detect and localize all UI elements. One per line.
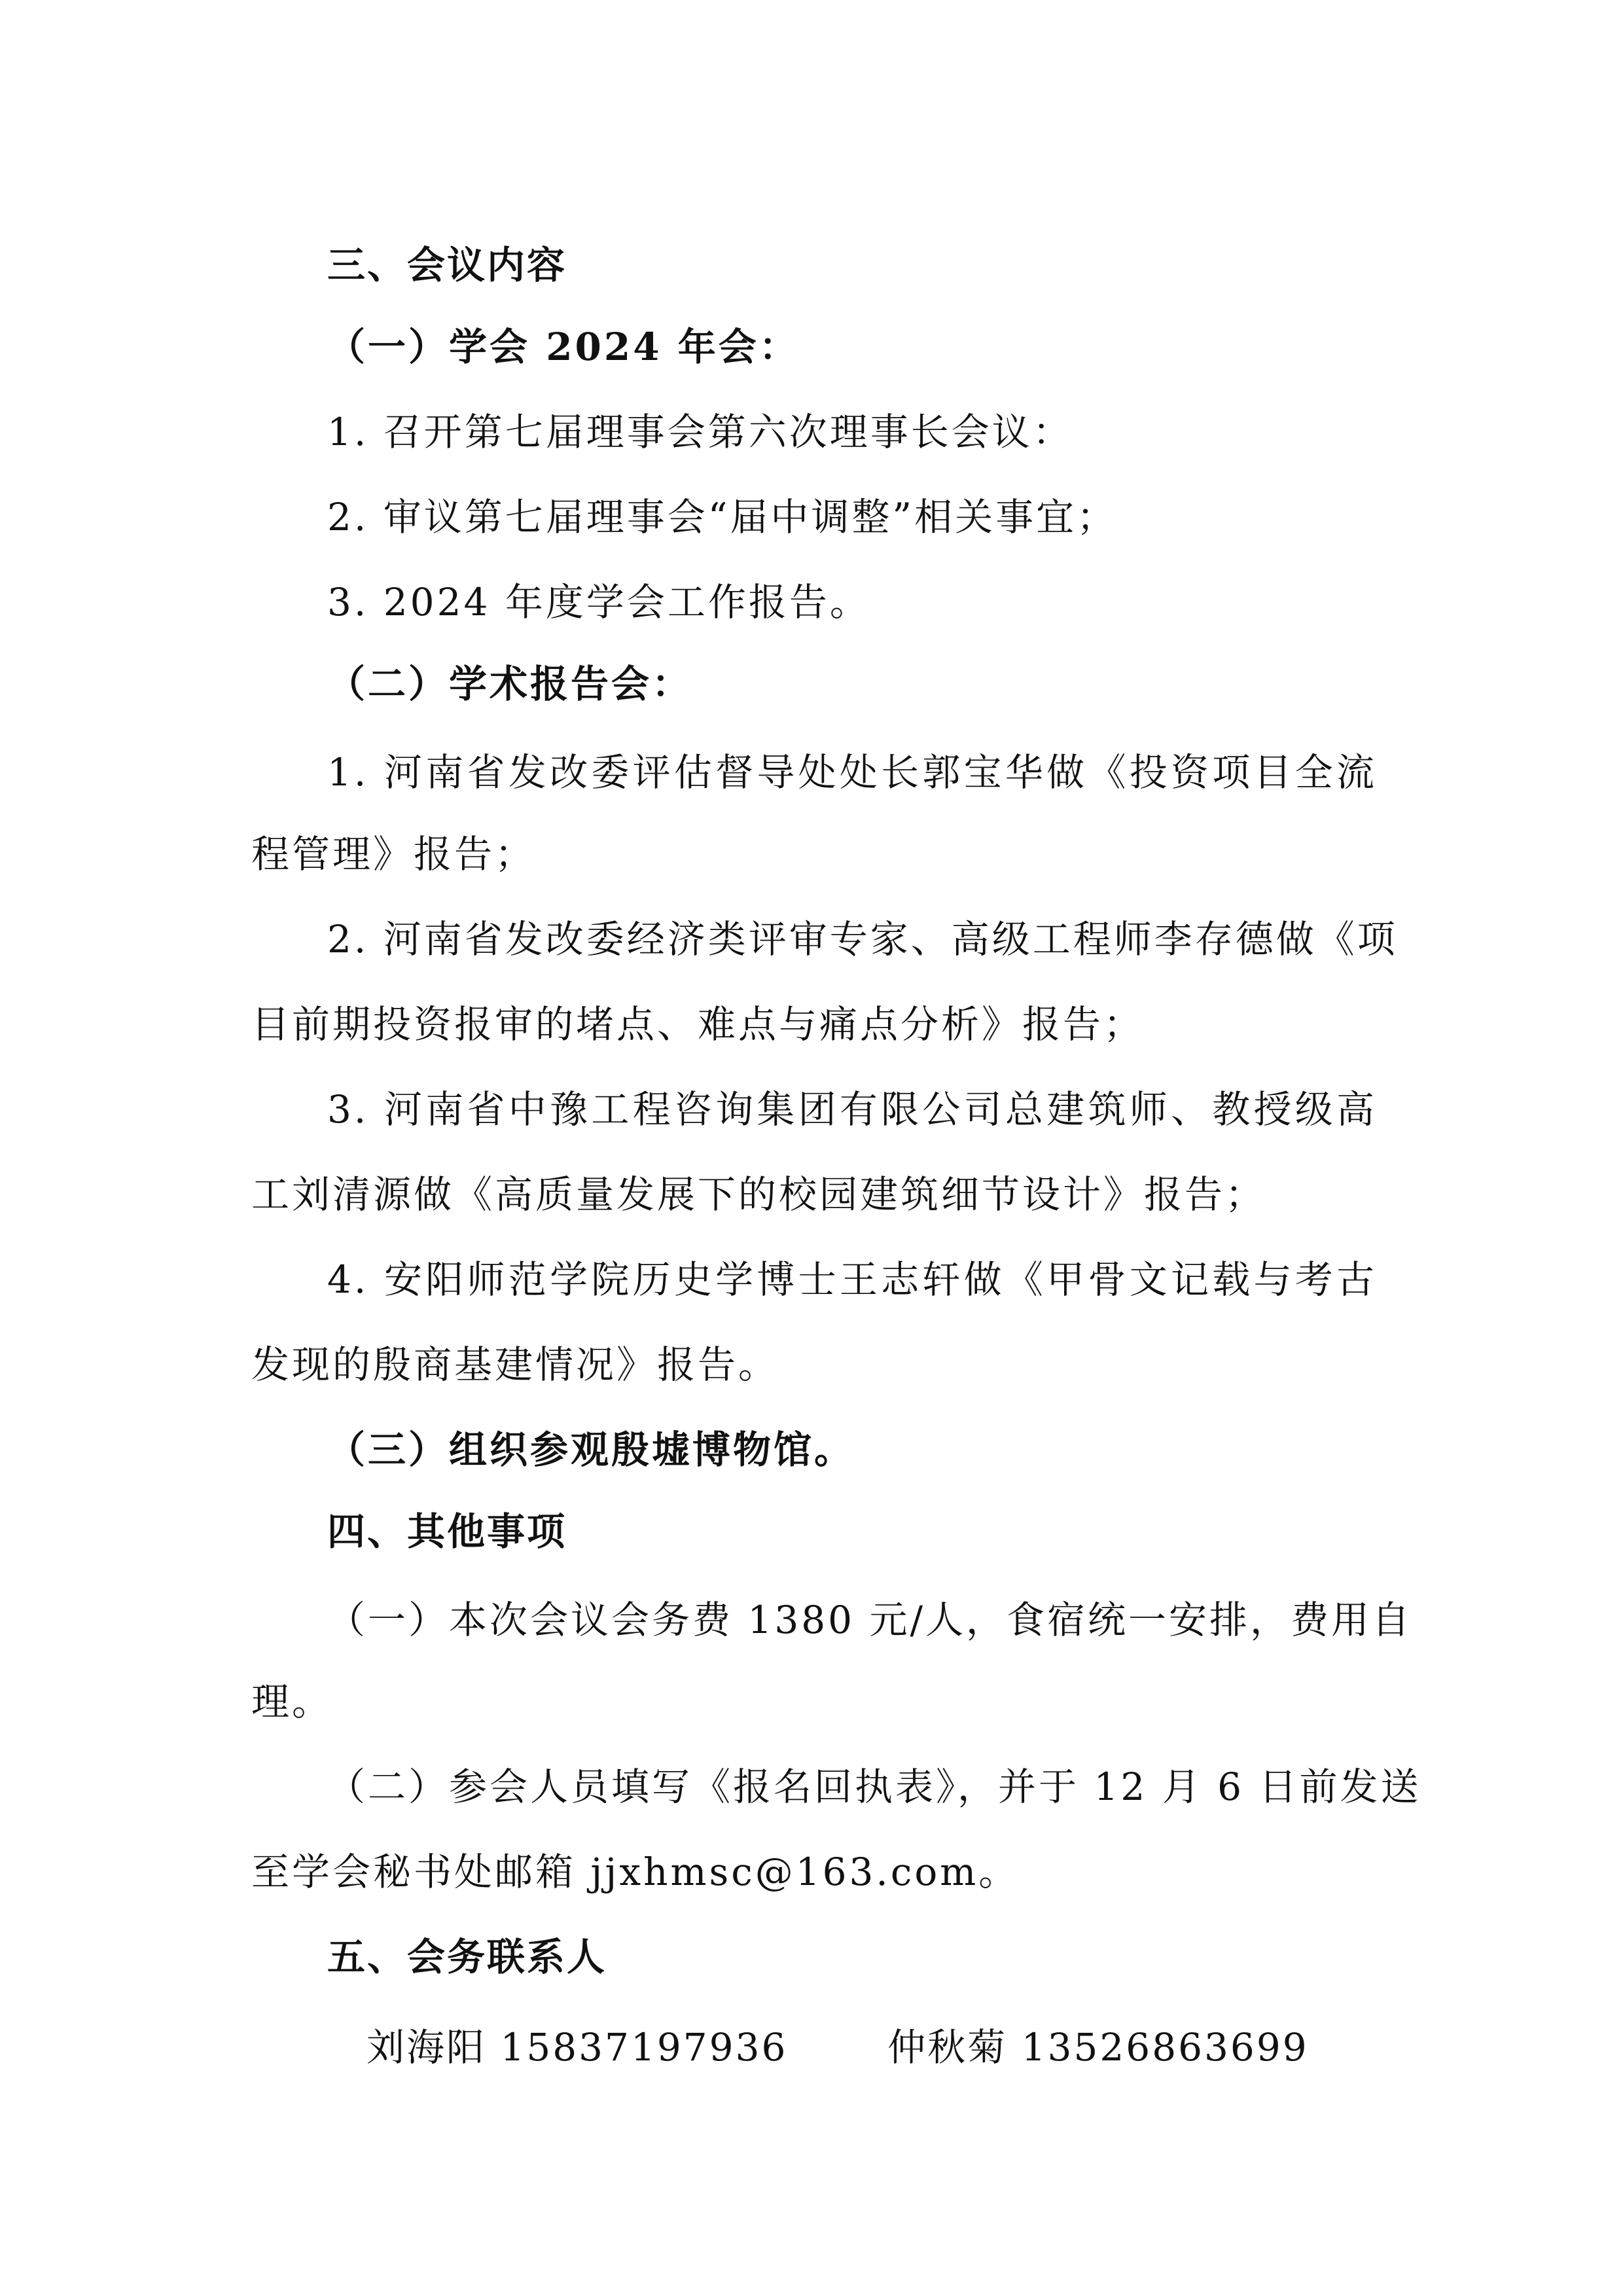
section-4-item-1-line-2: 理。 [251,1679,333,1724]
contact-1-name: 刘海阳 [366,2025,487,2070]
section-3-heading: 三、会议内容 [327,243,567,287]
contact-2-name: 仲秋菊 [887,2025,1008,2070]
contact-list [366,2021,1309,2073]
sub-2-heading: （二）学术报告会： [327,662,693,706]
sub-1-heading: （一）学会 2024 年会： [327,325,800,369]
sub-2-item-2-line-2: 目前期投资报审的堵点、难点与痛点分析》报告； [251,1002,1145,1047]
sub-2-item-1-line-1: 1. 河南省发改委评估督导处处长郭宝华做《投资项目全流 [327,750,1377,795]
contact-2-phone: 13526863699 [1021,2025,1309,2070]
section-4-item-2-line-1: （二）参会人员填写《报名回执表》，并于 12 月 6 日前发送 [327,1765,1421,1809]
sub-2-item-3-line-2: 工刘清源做《高质量发展下的校园建筑细节设计》报告； [251,1172,1266,1217]
sub-1-item-1: 1. 召开第七届理事会第六次理事长会议： [327,410,1073,454]
sub-2-item-2-line-1: 2. 河南省发改委经济类评审专家、高级工程师李存德做《项 [327,917,1398,961]
section-4-item-1-line-1: （一）本次会议会务费 1380 元/人，食宿统一安排，费用自 [327,1598,1413,1642]
sub-2-item-3-line-1: 3. 河南省中豫工程咨询集团有限公司总建筑师、教授级高 [327,1087,1377,1132]
sub-2-item-4-line-2: 发现的殷商基建情况》报告。 [251,1342,779,1387]
sub-1-item-3: 3. 2024 年度学会工作报告。 [327,580,870,624]
contact-1-phone: 15837197936 [500,2025,788,2070]
sub-2-item-1-line-2: 程管理》报告； [251,832,536,876]
sub-1-item-2: 2. 审议第七届理事会“届中调整”相关事宜； [327,495,1118,539]
sub-3-heading: （三）组织参观殷墟博物馆。 [327,1427,855,1472]
section-4-item-2-line-2: 至学会秘书处邮箱 jjxhmsc@163.com。 [251,1850,1020,1894]
sub-2-item-4-line-1: 4. 安阳师范学院历史学博士王志轩做《甲骨文记载与考古 [327,1257,1377,1302]
section-4-heading: 四、其他事项 [327,1509,567,1554]
section-5-heading: 五、会务联系人 [327,1935,607,1979]
